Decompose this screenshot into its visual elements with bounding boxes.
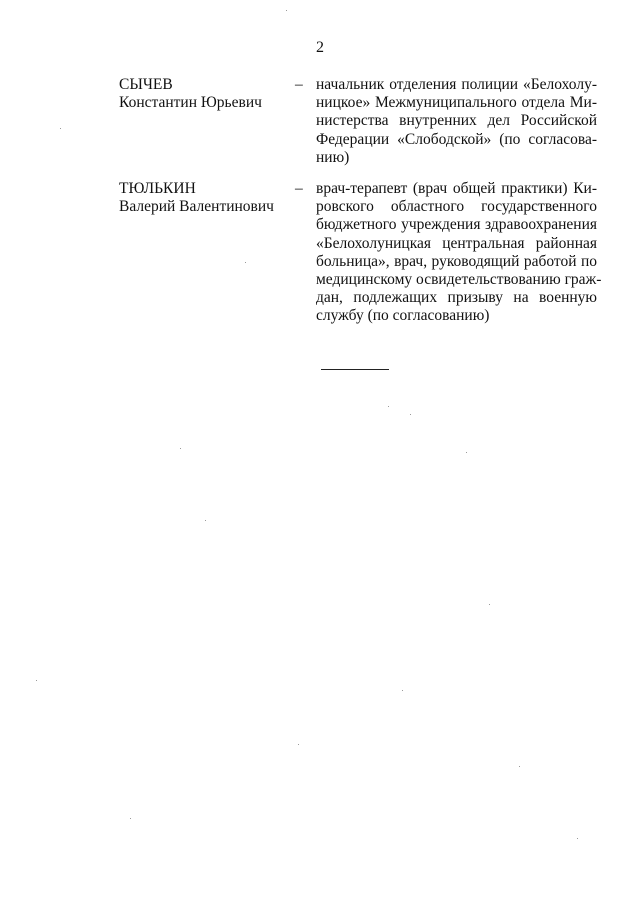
scan-speck bbox=[402, 690, 403, 691]
member-surname: ТЮЛЬКИН bbox=[119, 180, 196, 197]
scan-speck bbox=[577, 838, 578, 839]
role-line: врач-терапевт (врач общей практики) Ки- bbox=[316, 180, 597, 197]
separator-dash: – bbox=[295, 180, 303, 197]
role-line: ровского областного государственного bbox=[316, 198, 597, 216]
scan-speck bbox=[298, 744, 299, 745]
role-line: бюджетного учреждения здравоохранения bbox=[316, 216, 597, 234]
role-line: медицинскому освидетельствованию граж- bbox=[316, 270, 602, 288]
role-line: нистерства внутренних дел Российской bbox=[316, 112, 597, 130]
member-role bbox=[316, 76, 597, 167]
scan-speck bbox=[519, 766, 520, 767]
role-line: больница», врач, руководящий работой по bbox=[316, 252, 597, 270]
scan-speck bbox=[466, 452, 467, 453]
page-number: 2 bbox=[316, 39, 324, 56]
member-given-names: Константин Юрьевич bbox=[119, 94, 262, 112]
separator-dash: – bbox=[295, 76, 303, 93]
member-role bbox=[316, 180, 602, 326]
scan-speck bbox=[388, 406, 389, 407]
end-of-list-rule bbox=[321, 369, 389, 370]
scan-speck bbox=[286, 10, 287, 11]
role-line: начальник отделения полиции «Белохолу- bbox=[316, 76, 597, 93]
role-line: ницкое» Межмуниципального отдела Ми- bbox=[316, 94, 597, 112]
role-line: нию) bbox=[316, 148, 350, 166]
scan-speck bbox=[489, 604, 490, 605]
member-given-names: Валерий Валентинович bbox=[119, 198, 274, 216]
scan-speck bbox=[60, 128, 61, 129]
member-name bbox=[119, 76, 289, 112]
scan-speck bbox=[245, 262, 246, 263]
member-surname: СЫЧЕВ bbox=[119, 76, 173, 93]
role-line: дан, подлежащих призыву на военную bbox=[316, 289, 597, 307]
member-name bbox=[119, 180, 289, 216]
scan-speck bbox=[205, 520, 206, 521]
role-line: Федерации «Слободской» (по согласова- bbox=[316, 130, 597, 148]
scan-speck bbox=[410, 414, 411, 415]
role-line: службу (по согласованию) bbox=[316, 307, 490, 325]
scan-speck bbox=[180, 448, 181, 449]
role-line: «Белохолуницкая центральная районная bbox=[316, 234, 597, 252]
scan-speck bbox=[36, 680, 37, 681]
scan-speck bbox=[130, 818, 131, 819]
